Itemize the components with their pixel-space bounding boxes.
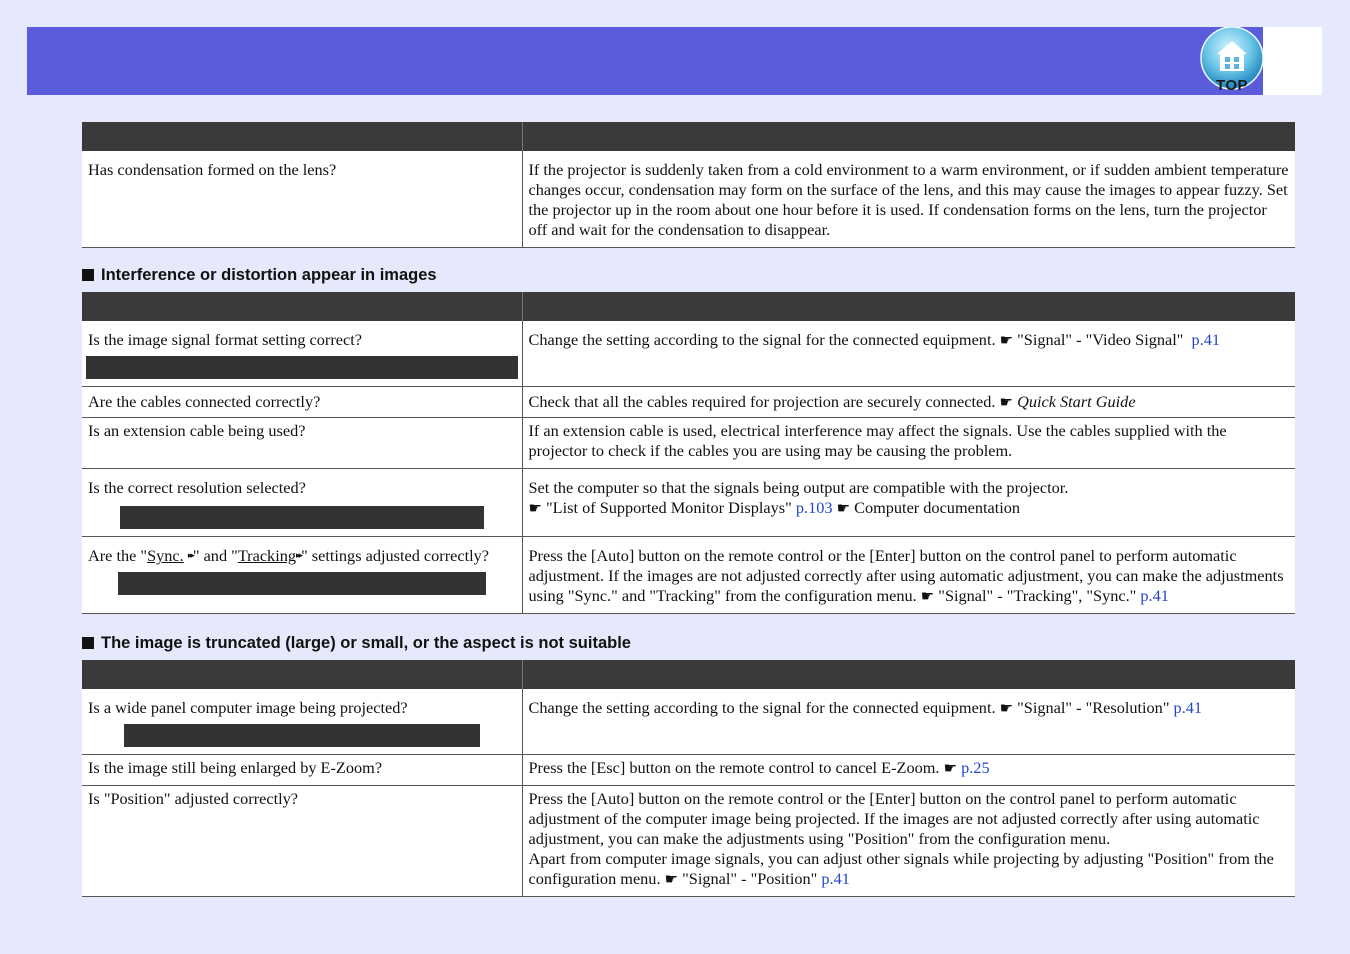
sync-glossary-link[interactable]: Sync. [147, 546, 184, 565]
page-link[interactable]: p.41 [1191, 330, 1221, 349]
check-column-header [82, 660, 522, 689]
page-link[interactable]: p.41 [821, 869, 850, 888]
remedy-reference: "Signal" - "Tracking", "Sync." [938, 586, 1137, 605]
page-link[interactable]: p.41 [1173, 698, 1203, 717]
remedy-text: Change the setting according to the signal for the connected equipment. [528, 698, 996, 717]
hand-pointer-icon: ☛ [999, 331, 1014, 349]
page-link[interactable]: p.41 [1140, 586, 1169, 605]
table-row [82, 689, 1295, 755]
table-row [82, 755, 1295, 786]
interference-table [82, 292, 1295, 614]
check-cell [82, 469, 522, 537]
remedy-reference: "Signal" - "Position" [682, 869, 818, 888]
remedy-reference: "Signal" - "Resolution" [1017, 698, 1170, 717]
table-row [82, 469, 1295, 537]
remedy-text: Press the [Esc] button on the remote control to cancel E-Zoom. [528, 758, 940, 777]
check-cell [82, 537, 522, 614]
remedy-cell [522, 755, 1295, 786]
table-row [82, 537, 1295, 614]
hand-pointer-icon: ☛ [999, 393, 1013, 411]
check-text-part: Are the " [88, 546, 148, 565]
remedy-text: Press the [Auto] button on the remote control or the [Enter] button on the control panel to perform automatic adjustment of the computer image being projected. If the images are not adjusted correctly after using automatic adjustment, you can make the adjustments using "Position" from the configuration menu. [528, 789, 1260, 848]
table-row [82, 321, 1295, 387]
condensation-table [82, 122, 1295, 248]
remedy-cell [522, 469, 1295, 537]
section-title-truncated [82, 634, 631, 653]
check-text: Is the image signal format setting correct? [88, 330, 362, 349]
remedy-column-header [522, 122, 1295, 151]
remedy-cell [522, 786, 1295, 897]
remedy-cell: If an extension cable is used, electrical interference may affect the signals. Use the cables supplied with the projector to check if the cables you are using may be causing the problem. [522, 418, 1295, 469]
hand-pointer-icon: ☛ [664, 870, 679, 888]
remedy-reference: "List of Supported Monitor Displays" [546, 498, 792, 517]
check-cell: Has condensation formed on the lens? [82, 151, 522, 248]
table-row [82, 387, 1295, 418]
hand-pointer-icon: ☛ [920, 587, 935, 605]
remedy-cell [522, 537, 1295, 614]
remedy-cell [522, 387, 1295, 418]
remedy-text: Check that all the cables required for projection are securely connected. [528, 392, 996, 411]
bullet-square-icon [82, 269, 94, 281]
redacted-bar [124, 724, 480, 747]
truncated-table [82, 660, 1295, 897]
header-corner [1263, 27, 1322, 95]
table-row [82, 418, 1295, 469]
hand-pointer-icon: ☛ [943, 759, 958, 777]
glossary-arrow-icon: ▸▸ [296, 551, 302, 561]
remedy-reference: Computer documentation [854, 498, 1021, 517]
header-bar [27, 27, 1263, 95]
page-link[interactable]: p.103 [795, 498, 833, 517]
check-cell: Is the image still being enlarged by E-Zoom? [82, 755, 522, 786]
redacted-bar [86, 356, 518, 379]
glossary-arrow-icon: ▸▸ [187, 551, 193, 561]
check-column-header [82, 122, 522, 151]
page-link[interactable]: p.25 [961, 758, 990, 777]
remedy-column-header [522, 292, 1295, 321]
remedy-text: Apart from computer image signals, you can adjust other signals while projecting by adjusting "Position" from the configuration menu. [528, 849, 1274, 888]
tracking-glossary-link[interactable]: Tracking [237, 546, 297, 565]
check-cell: Are the cables connected correctly? [82, 387, 522, 418]
redacted-bar [118, 572, 486, 595]
hand-pointer-icon: ☛ [999, 699, 1014, 717]
remedy-cell [522, 321, 1295, 387]
hand-pointer-icon: ☛ [528, 499, 542, 517]
check-cell: Is an extension cable being used? [82, 418, 522, 469]
remedy-cell [522, 689, 1295, 755]
table-row [82, 786, 1295, 897]
remedy-column-header [522, 660, 1295, 689]
top-button[interactable] [1200, 27, 1264, 95]
hand-pointer-icon: ☛ [836, 499, 851, 517]
remedy-cell: If the projector is suddenly taken from a cold environment to a warm environment, or if sudden ambient temperature changes occur, condensation may form on the surface of the lens, and this may cause the images to appear fuzzy. Set the projector up in the room about one hour before it is used. If condensation forms on the lens, turn the projector off and wait for the condensation to disappear. [522, 151, 1295, 248]
remedy-text: Change the setting according to the signal for the connected equipment. [528, 330, 996, 349]
remedy-text: Set the computer so that the signals being output are compatible with the projector. [528, 478, 1069, 497]
redacted-bar [120, 506, 484, 529]
remedy-reference: Quick Start Guide [1017, 392, 1136, 411]
check-cell [82, 321, 522, 387]
check-cell [82, 689, 522, 755]
table-header-row [82, 122, 1295, 151]
top-label: TOP [1215, 77, 1249, 94]
check-text [88, 546, 516, 566]
check-text-part: " settings adjusted correctly? [301, 546, 490, 565]
check-cell: Is "Position" adjusted correctly? [82, 786, 522, 897]
remedy-reference: "Signal" - "Video Signal" [1017, 330, 1184, 349]
section-title-interference [82, 266, 437, 285]
check-column-header [82, 292, 522, 321]
remedy-text: Press the [Auto] button on the remote control or the [Enter] button on the control panel to perform automatic adjustment. If the images are not adjusted correctly after using automatic adjustment, you can make the adjustments using "Sync." and "Tracking" from the configuration menu. [528, 546, 1284, 605]
check-text: Is a wide panel computer image being projected? [88, 698, 408, 717]
section-title-text: Interference or distortion appear in images [101, 266, 437, 284]
check-text: Is the correct resolution selected? [88, 478, 306, 497]
bullet-square-icon [82, 637, 94, 649]
table-header-row [82, 660, 1295, 689]
section-title-text: The image is truncated (large) or small, or the aspect is not suitable [101, 634, 631, 652]
check-text-part: " and " [192, 546, 238, 565]
table-header-row [82, 292, 1295, 321]
table-row [82, 151, 1295, 248]
